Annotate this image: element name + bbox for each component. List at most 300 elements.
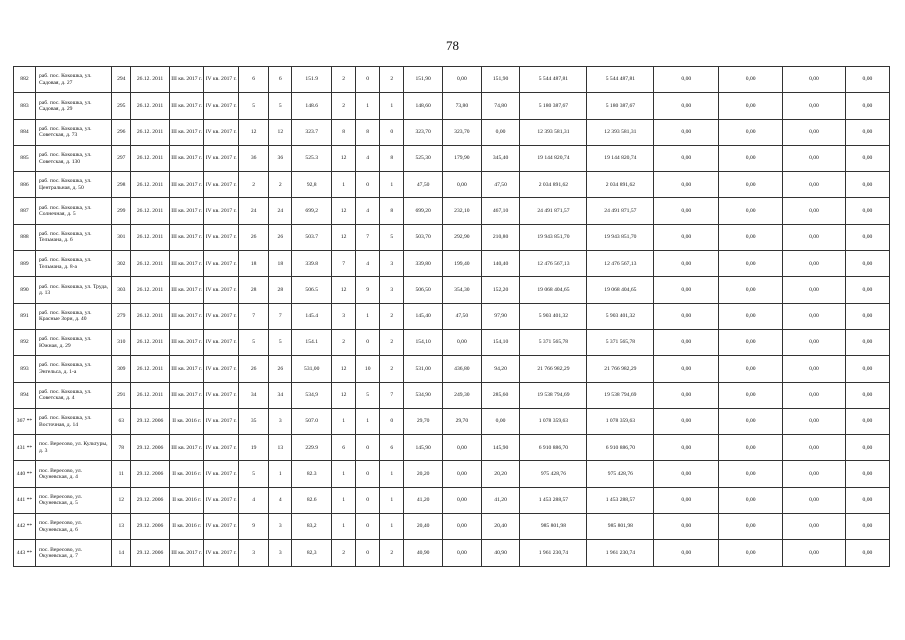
cell-flats-total: 12 — [332, 356, 356, 382]
cell-cost-fund: 19 144 820,74 — [587, 145, 654, 171]
cell-area-total: 531,00 — [404, 356, 443, 382]
cell-planned-start: II кв. 2016 г. — [169, 408, 204, 434]
cell-cost-total: 19 068 404,65 — [520, 277, 587, 303]
cell-decision-date: 26.12. 2011 — [131, 224, 170, 250]
cell-planned-end: IV кв. 2017 г. — [204, 93, 239, 119]
cell-area-municipal: 199,40 — [443, 251, 482, 277]
cell-cost-regional: 0,00 — [654, 224, 719, 250]
cell-address: раб. пос. Кокошка, ул. Садовая, д. 29 — [35, 93, 111, 119]
cell-flats-private: 2 — [380, 67, 404, 93]
cell-flats-municipal: 5 — [356, 382, 380, 408]
cell-planned-end: IV кв. 2017 г. — [204, 172, 239, 198]
table-row — [14, 224, 890, 250]
cell-area-municipal: 0,00 — [443, 540, 482, 566]
cell-decision-date: 26.12. 2011 — [131, 198, 170, 224]
cell-flats-total: 2 — [332, 67, 356, 93]
cell-resettled-count: 24 — [269, 198, 292, 224]
cell-row-number: 885 — [14, 145, 36, 171]
cell-cost-extra: 0,00 — [845, 198, 889, 224]
cell-area-private: 94,20 — [481, 356, 520, 382]
cell-residents-count: 19 — [238, 435, 268, 461]
cell-resettled-count: 13 — [269, 435, 292, 461]
cell-area-total: 40,90 — [404, 540, 443, 566]
cell-cost-regional: 0,00 — [654, 93, 719, 119]
cell-cost-extra: 0,00 — [845, 408, 889, 434]
table-row — [14, 119, 890, 145]
cell-area-private: 145,90 — [481, 435, 520, 461]
cell-cost-other: 0,00 — [783, 277, 846, 303]
table-row — [14, 329, 890, 355]
cell-planned-end: IV кв. 2017 г. — [204, 277, 239, 303]
table-row — [14, 67, 890, 93]
cell-flats-total: 1 — [332, 408, 356, 434]
cell-cost-extra: 0,00 — [845, 251, 889, 277]
cell-cost-regional: 0,00 — [654, 67, 719, 93]
cell-cost-fund: 1 078 359,63 — [587, 408, 654, 434]
cell-cost-fund: 2 034 891,62 — [587, 172, 654, 198]
cell-planned-start: III кв. 2017 г. — [169, 356, 204, 382]
cell-cost-regional: 0,00 — [654, 119, 719, 145]
cell-cost-total: 21 766 982,29 — [520, 356, 587, 382]
cell-cost-total: 19 943 851,70 — [520, 224, 587, 250]
cell-area-private: 40,90 — [481, 540, 520, 566]
cell-flats-municipal: 4 — [356, 198, 380, 224]
table-row — [14, 382, 890, 408]
cell-planned-start: III кв. 2017 г. — [169, 145, 204, 171]
cell-cost-regional: 0,00 — [654, 145, 719, 171]
table-row — [14, 198, 890, 224]
cell-residents-count: 36 — [238, 145, 268, 171]
cell-flats-municipal: 4 — [356, 145, 380, 171]
cell-residents-count: 18 — [238, 251, 268, 277]
cell-area-municipal: 0,00 — [443, 329, 482, 355]
cell-resettled-count: 3 — [269, 540, 292, 566]
table-body — [14, 67, 890, 567]
cell-registry-number: 310 — [112, 329, 131, 355]
cell-decision-date: 26.12. 2011 — [131, 277, 170, 303]
cell-flats-private: 8 — [380, 145, 404, 171]
cell-planned-end: IV кв. 2017 г. — [204, 329, 239, 355]
cell-cost-total: 5 180 387,67 — [520, 93, 587, 119]
cell-residents-count: 3 — [238, 540, 268, 566]
cell-flats-municipal: 1 — [356, 408, 380, 434]
cell-cost-extra: 0,00 — [845, 119, 889, 145]
cell-resettled-count: 3 — [269, 514, 292, 540]
table-row — [14, 461, 890, 487]
cell-area-total: 41,20 — [404, 487, 443, 513]
cell-cost-total: 19 144 820,74 — [520, 145, 587, 171]
cell-area-total: 151,90 — [404, 67, 443, 93]
cell-flats-total: 1 — [332, 487, 356, 513]
table-row — [14, 540, 890, 566]
cell-area-private: 345,40 — [481, 145, 520, 171]
cell-area-private: 210,80 — [481, 224, 520, 250]
cell-total-area: 148.6 — [292, 93, 332, 119]
cell-cost-local: 0,00 — [719, 119, 783, 145]
cell-flats-municipal: 1 — [356, 93, 380, 119]
cell-row-number: 886 — [14, 172, 36, 198]
cell-cost-other: 0,00 — [783, 487, 846, 513]
cell-cost-total: 2 034 891,62 — [520, 172, 587, 198]
cell-registry-number: 294 — [112, 67, 131, 93]
cell-planned-end: IV кв. 2017 г. — [204, 408, 239, 434]
cell-flats-total: 3 — [332, 303, 356, 329]
cell-area-private: 285,60 — [481, 382, 520, 408]
cell-decision-date: 26.12. 2011 — [131, 119, 170, 145]
cell-decision-date: 26.12. 2011 — [131, 303, 170, 329]
cell-address: раб. пос. Кокошка, ул. Красные Зори, д. 40 — [35, 303, 111, 329]
cell-flats-total: 6 — [332, 435, 356, 461]
cell-flats-municipal: 1 — [356, 303, 380, 329]
cell-planned-end: IV кв. 2017 г. — [204, 435, 239, 461]
cell-flats-private: 2 — [380, 356, 404, 382]
table-row — [14, 172, 890, 198]
cell-address: раб. пос. Кокошка, ул. Советская, д. 4 — [35, 382, 111, 408]
cell-planned-start: III кв. 2017 г. — [169, 119, 204, 145]
cell-total-area: 151.9 — [292, 67, 332, 93]
cell-resettled-count: 12 — [269, 119, 292, 145]
cell-decision-date: 29.12. 2006 — [131, 540, 170, 566]
cell-address: раб. пос. Кокошка, ул. Южная, д. 29 — [35, 329, 111, 355]
cell-planned-start: III кв. 2017 г. — [169, 172, 204, 198]
cell-planned-start: III кв. 2017 г. — [169, 303, 204, 329]
cell-area-municipal: 0,00 — [443, 461, 482, 487]
cell-registry-number: 297 — [112, 145, 131, 171]
cell-cost-other: 0,00 — [783, 329, 846, 355]
cell-cost-other: 0,00 — [783, 224, 846, 250]
table-row — [14, 93, 890, 119]
cell-cost-extra: 0,00 — [845, 172, 889, 198]
cell-row-number: 367 ** — [14, 408, 36, 434]
cell-cost-extra: 0,00 — [845, 145, 889, 171]
cell-residents-count: 24 — [238, 198, 268, 224]
cell-area-municipal: 0,00 — [443, 487, 482, 513]
cell-cost-regional: 0,00 — [654, 198, 719, 224]
cell-area-municipal: 0,00 — [443, 172, 482, 198]
cell-flats-private: 8 — [380, 198, 404, 224]
cell-address: пос. Вересово, ул. Окуневская, д. 7 — [35, 540, 111, 566]
cell-residents-count: 34 — [238, 382, 268, 408]
cell-cost-total: 19 538 794,69 — [520, 382, 587, 408]
cell-cost-total: 5 544 487,81 — [520, 67, 587, 93]
cell-total-area: 229.9 — [292, 435, 332, 461]
cell-registry-number: 78 — [112, 435, 131, 461]
cell-cost-total: 985 801,98 — [520, 514, 587, 540]
cell-total-area: 507.0 — [292, 408, 332, 434]
cell-row-number: 887 — [14, 198, 36, 224]
cell-cost-other: 0,00 — [783, 198, 846, 224]
cell-decision-date: 29.12. 2006 — [131, 408, 170, 434]
cell-address: раб. пос. Кокошка, ул. Советская, д. 130 — [35, 145, 111, 171]
cell-residents-count: 9 — [238, 514, 268, 540]
cell-cost-other: 0,00 — [783, 514, 846, 540]
cell-cost-fund: 1 453 288,57 — [587, 487, 654, 513]
cell-residents-count: 5 — [238, 329, 268, 355]
cell-cost-fund: 5 903 401,32 — [587, 303, 654, 329]
cell-planned-end: IV кв. 2017 г. — [204, 461, 239, 487]
cell-decision-date: 26.12. 2011 — [131, 329, 170, 355]
cell-cost-other: 0,00 — [783, 540, 846, 566]
table-row — [14, 145, 890, 171]
cell-flats-total: 12 — [332, 277, 356, 303]
cell-total-area: 506.5 — [292, 277, 332, 303]
cell-cost-fund: 19 943 851,70 — [587, 224, 654, 250]
cell-total-area: 145.4 — [292, 303, 332, 329]
cell-area-private: 151,90 — [481, 67, 520, 93]
cell-cost-fund: 21 766 982,29 — [587, 356, 654, 382]
cell-row-number: 893 — [14, 356, 36, 382]
cell-row-number: 883 — [14, 93, 36, 119]
cell-cost-other: 0,00 — [783, 67, 846, 93]
cell-planned-start: III кв. 2017 г. — [169, 329, 204, 355]
cell-cost-extra: 0,00 — [845, 277, 889, 303]
table-row — [14, 277, 890, 303]
cell-registry-number: 296 — [112, 119, 131, 145]
cell-planned-end: IV кв. 2017 г. — [204, 487, 239, 513]
cell-registry-number: 309 — [112, 356, 131, 382]
cell-cost-local: 0,00 — [719, 514, 783, 540]
cell-area-municipal: 323,70 — [443, 119, 482, 145]
cell-residents-count: 5 — [238, 461, 268, 487]
cell-area-total: 29,70 — [404, 408, 443, 434]
cell-flats-municipal: 0 — [356, 461, 380, 487]
cell-flats-municipal: 0 — [356, 172, 380, 198]
cell-total-area: 531,00 — [292, 356, 332, 382]
cell-flats-private: 3 — [380, 251, 404, 277]
cell-planned-end: IV кв. 2017 г. — [204, 514, 239, 540]
cell-decision-date: 26.12. 2011 — [131, 356, 170, 382]
cell-flats-total: 2 — [332, 93, 356, 119]
cell-planned-start: III кв. 2017 г. — [169, 93, 204, 119]
cell-planned-end: IV кв. 2017 г. — [204, 382, 239, 408]
cell-area-municipal: 354,30 — [443, 277, 482, 303]
housing-table — [13, 66, 890, 567]
cell-flats-private: 5 — [380, 224, 404, 250]
cell-cost-extra: 0,00 — [845, 356, 889, 382]
cell-cost-regional: 0,00 — [654, 329, 719, 355]
cell-cost-regional: 0,00 — [654, 382, 719, 408]
cell-cost-local: 0,00 — [719, 67, 783, 93]
cell-address: раб. пос. Кокошка, ул. Энгельса, д. 1-а — [35, 356, 111, 382]
cell-area-total: 20,40 — [404, 514, 443, 540]
cell-decision-date: 26.12. 2011 — [131, 145, 170, 171]
cell-decision-date: 26.12. 2011 — [131, 382, 170, 408]
cell-decision-date: 29.12. 2006 — [131, 487, 170, 513]
cell-resettled-count: 5 — [269, 329, 292, 355]
cell-cost-extra: 0,00 — [845, 67, 889, 93]
cell-cost-extra: 0,00 — [845, 224, 889, 250]
cell-flats-municipal: 0 — [356, 329, 380, 355]
cell-area-private: 47,50 — [481, 172, 520, 198]
cell-resettled-count: 34 — [269, 382, 292, 408]
cell-flats-municipal: 0 — [356, 67, 380, 93]
cell-planned-end: IV кв. 2017 г. — [204, 251, 239, 277]
cell-cost-extra: 0,00 — [845, 93, 889, 119]
cell-area-total: 534,90 — [404, 382, 443, 408]
cell-address: раб. пос. Кокошка, ул. Тельмана, д. 6 — [35, 224, 111, 250]
cell-decision-date: 29.12. 2006 — [131, 514, 170, 540]
cell-cost-regional: 0,00 — [654, 408, 719, 434]
cell-row-number: 889 — [14, 251, 36, 277]
cell-cost-other: 0,00 — [783, 145, 846, 171]
cell-flats-municipal: 4 — [356, 251, 380, 277]
cell-decision-date: 26.12. 2011 — [131, 172, 170, 198]
cell-address: пос. Вересово, ул. Окуневская, д. 4 — [35, 461, 111, 487]
cell-planned-start: III кв. 2017 г. — [169, 382, 204, 408]
cell-row-number: 443 ** — [14, 540, 36, 566]
cell-cost-local: 0,00 — [719, 329, 783, 355]
cell-planned-start: II кв. 2016 г. — [169, 514, 204, 540]
cell-area-total: 20,20 — [404, 461, 443, 487]
cell-cost-regional: 0,00 — [654, 303, 719, 329]
cell-flats-total: 12 — [332, 382, 356, 408]
cell-planned-end: IV кв. 2017 г. — [204, 224, 239, 250]
cell-row-number: 884 — [14, 119, 36, 145]
cell-cost-other: 0,00 — [783, 251, 846, 277]
cell-area-private: 74,80 — [481, 93, 520, 119]
cell-cost-local: 0,00 — [719, 198, 783, 224]
cell-flats-municipal: 10 — [356, 356, 380, 382]
cell-area-municipal: 0,00 — [443, 435, 482, 461]
cell-flats-municipal: 0 — [356, 540, 380, 566]
cell-area-municipal: 47,50 — [443, 303, 482, 329]
cell-resettled-count: 4 — [269, 487, 292, 513]
cell-planned-start: III кв. 2017 г. — [169, 277, 204, 303]
cell-planned-end: IV кв. 2017 г. — [204, 198, 239, 224]
cell-residents-count: 4 — [238, 487, 268, 513]
page-number: 78 — [446, 38, 459, 53]
cell-area-total: 145,90 — [404, 435, 443, 461]
cell-total-area: 82,3 — [292, 540, 332, 566]
cell-cost-fund: 24 491 871,57 — [587, 198, 654, 224]
cell-area-total: 47,50 — [404, 172, 443, 198]
cell-cost-regional: 0,00 — [654, 356, 719, 382]
cell-row-number: 440 ** — [14, 461, 36, 487]
cell-resettled-count: 5 — [269, 93, 292, 119]
cell-residents-count: 12 — [238, 119, 268, 145]
cell-registry-number: 279 — [112, 303, 131, 329]
cell-cost-other: 0,00 — [783, 172, 846, 198]
cell-address: раб. пос. Кокошка, ул. Солнечная, д. 5 — [35, 198, 111, 224]
cell-cost-fund: 19 068 404,65 — [587, 277, 654, 303]
cell-registry-number: 291 — [112, 382, 131, 408]
cell-cost-extra: 0,00 — [845, 487, 889, 513]
cell-area-municipal: 249,30 — [443, 382, 482, 408]
cell-decision-date: 29.12. 2006 — [131, 461, 170, 487]
cell-resettled-count: 7 — [269, 303, 292, 329]
cell-resettled-count: 28 — [269, 277, 292, 303]
cell-registry-number: 301 — [112, 224, 131, 250]
cell-area-private: 467,10 — [481, 198, 520, 224]
cell-flats-municipal: 0 — [356, 487, 380, 513]
cell-cost-extra: 0,00 — [845, 382, 889, 408]
cell-area-total: 148,60 — [404, 93, 443, 119]
cell-total-area: 339.8 — [292, 251, 332, 277]
cell-planned-start: III кв. 2017 г. — [169, 540, 204, 566]
cell-registry-number: 11 — [112, 461, 131, 487]
cell-planned-end: IV кв. 2017 г. — [204, 119, 239, 145]
cell-row-number: 888 — [14, 224, 36, 250]
cell-cost-other: 0,00 — [783, 93, 846, 119]
cell-decision-date: 26.12. 2011 — [131, 93, 170, 119]
cell-resettled-count: 18 — [269, 251, 292, 277]
cell-flats-municipal: 9 — [356, 277, 380, 303]
cell-total-area: 92,8 — [292, 172, 332, 198]
cell-address: раб. пос. Кокошка, ул. Центральная, д. 50 — [35, 172, 111, 198]
cell-cost-other: 0,00 — [783, 382, 846, 408]
cell-flats-total: 7 — [332, 251, 356, 277]
cell-cost-regional: 0,00 — [654, 540, 719, 566]
cell-flats-private: 1 — [380, 487, 404, 513]
cell-cost-total: 24 491 871,57 — [520, 198, 587, 224]
cell-cost-regional: 0,00 — [654, 487, 719, 513]
cell-area-total: 503,70 — [404, 224, 443, 250]
cell-cost-total: 975 428,76 — [520, 461, 587, 487]
cell-flats-private: 0 — [380, 408, 404, 434]
cell-cost-other: 0,00 — [783, 461, 846, 487]
cell-row-number: 890 — [14, 277, 36, 303]
cell-total-area: 323.7 — [292, 119, 332, 145]
cell-area-total: 525,30 — [404, 145, 443, 171]
cell-row-number: 891 — [14, 303, 36, 329]
cell-total-area: 534,9 — [292, 382, 332, 408]
cell-total-area: 82.6 — [292, 487, 332, 513]
cell-cost-fund: 5 544 487,81 — [587, 67, 654, 93]
cell-address: раб. пос. Кокошка, ул. Труда, д. 13 — [35, 277, 111, 303]
cell-flats-private: 2 — [380, 540, 404, 566]
cell-registry-number: 299 — [112, 198, 131, 224]
cell-cost-extra: 0,00 — [845, 303, 889, 329]
cell-resettled-count: 6 — [269, 67, 292, 93]
cell-planned-start: III кв. 2017 г. — [169, 67, 204, 93]
cell-cost-other: 0,00 — [783, 435, 846, 461]
cell-cost-local: 0,00 — [719, 303, 783, 329]
cell-area-total: 506,50 — [404, 277, 443, 303]
cell-planned-end: IV кв. 2017 г. — [204, 145, 239, 171]
cell-residents-count: 35 — [238, 408, 268, 434]
cell-cost-fund: 5 180 387,67 — [587, 93, 654, 119]
cell-resettled-count: 26 — [269, 224, 292, 250]
cell-flats-private: 0 — [380, 119, 404, 145]
cell-flats-total: 2 — [332, 329, 356, 355]
cell-cost-extra: 0,00 — [845, 329, 889, 355]
cell-total-area: 503.7 — [292, 224, 332, 250]
cell-residents-count: 26 — [238, 224, 268, 250]
cell-decision-date: 26.12. 2011 — [131, 67, 170, 93]
cell-address: раб. пос. Кокошка, ул. Тельмана, д. 8-а — [35, 251, 111, 277]
cell-registry-number: 303 — [112, 277, 131, 303]
cell-address: раб. пос. Кокошка, ул. Садовая, д. 27 — [35, 67, 111, 93]
cell-flats-private: 1 — [380, 461, 404, 487]
cell-cost-total: 12 476 567,13 — [520, 251, 587, 277]
cell-total-area: 82.3 — [292, 461, 332, 487]
cell-flats-private: 7 — [380, 382, 404, 408]
table-row — [14, 251, 890, 277]
cell-row-number: 894 — [14, 382, 36, 408]
cell-flats-total: 1 — [332, 172, 356, 198]
cell-address: пос. Вересово, ул. Окуневская, д. 6 — [35, 514, 111, 540]
cell-flats-total: 2 — [332, 540, 356, 566]
cell-cost-fund: 975 428,76 — [587, 461, 654, 487]
cell-cost-extra: 0,00 — [845, 540, 889, 566]
cell-decision-date: 26.12. 2011 — [131, 251, 170, 277]
cell-cost-total: 12 393 581,31 — [520, 119, 587, 145]
cell-cost-extra: 0,00 — [845, 435, 889, 461]
cell-cost-regional: 0,00 — [654, 277, 719, 303]
cell-flats-private: 2 — [380, 329, 404, 355]
table-row — [14, 356, 890, 382]
cell-total-area: 699,2 — [292, 198, 332, 224]
